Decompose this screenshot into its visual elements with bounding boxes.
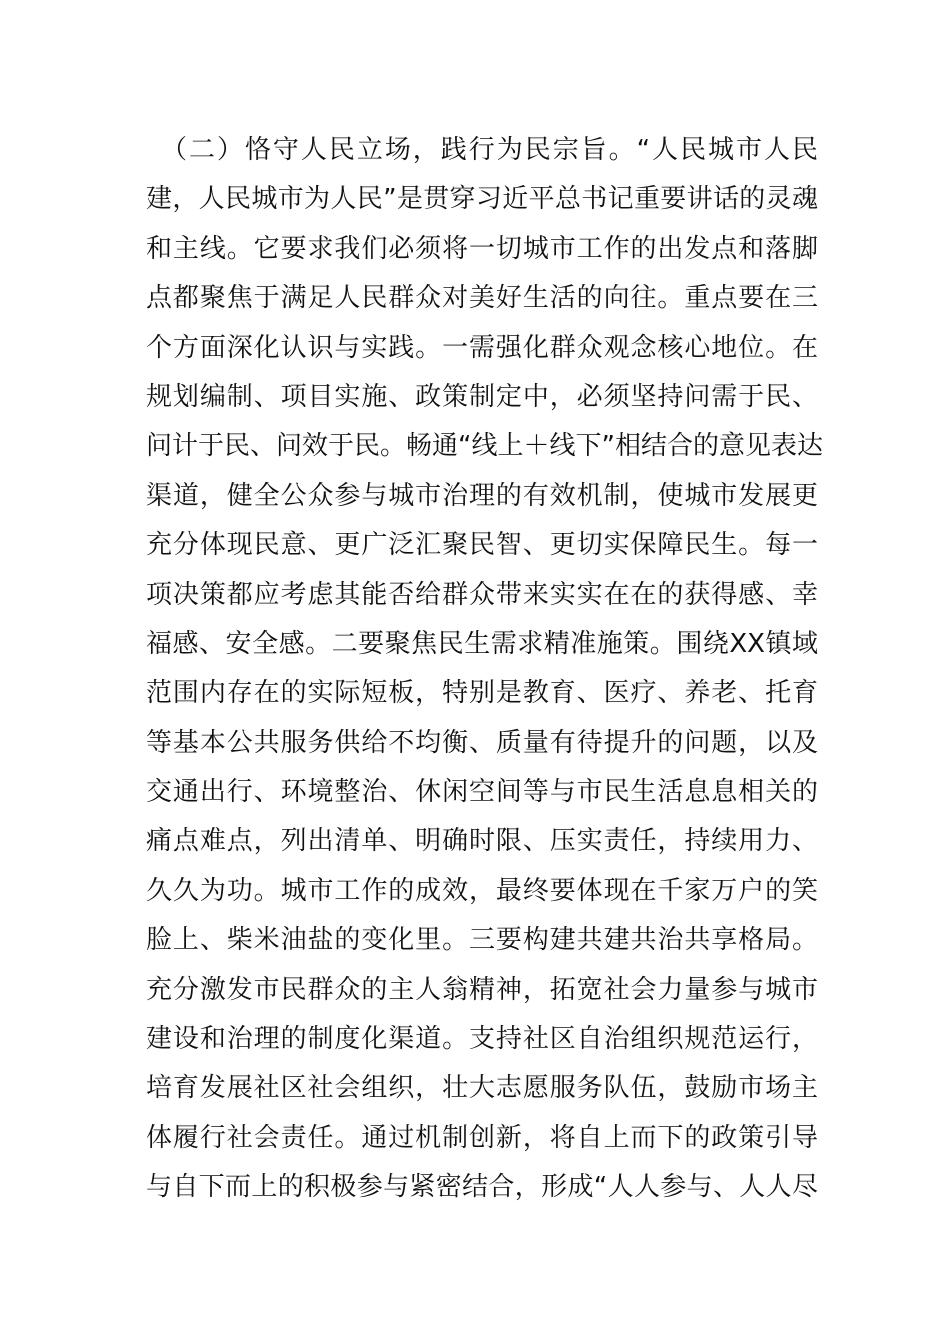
- text-line: （二）恪守人民立场，践行为民宗旨。“人民城市人民: [146, 135, 818, 165]
- body-paragraph: [146, 126, 823, 1213]
- text-line: 等基本公共服务供给不均衡、质量有待提升的问题，以及: [146, 727, 818, 758]
- text-line: 久久为功。城市工作的成效，最终要体现在千家万户的笑: [146, 875, 818, 906]
- text-line: 点都聚焦于满足人民群众对美好生活的向往。重点要在三: [146, 283, 818, 314]
- text-line: 项决策都应考虑其能否给群众带来实实在在的获得感、幸: [146, 579, 818, 610]
- text-line: 渠道，健全公众参与城市治理的有效机制，使城市发展更: [146, 480, 818, 511]
- text-line: 和主线。它要求我们必须将一切城市工作的出发点和落脚: [146, 233, 818, 264]
- text-line: 体履行社会责任。通过机制创新，将自上而下的政策引导: [146, 1122, 818, 1153]
- text-line: 充分激发市民群众的主人翁精神，拓宽社会力量参与城市: [146, 974, 818, 1005]
- text-line: 与自下而上的积极参与紧密结合，形成“人人参与、人人尽: [146, 1172, 818, 1203]
- text-line: 个方面深化认识与实践。一需强化群众观念核心地位。在: [146, 332, 818, 363]
- text-line: 痛点难点，列出清单、明确时限、压实责任，持续用力、: [146, 826, 818, 857]
- text-line: 交通出行、环境整治、休闲空间等与市民生活息息相关的: [146, 777, 818, 808]
- text-line: 培育发展社区社会组织，壮大志愿服务队伍，鼓励市场主: [146, 1073, 818, 1104]
- text-line: 脸上、柴米油盐的变化里。三要构建共建共治共享格局。: [146, 925, 818, 956]
- text-line: 规划编制、项目实施、政策制定中，必须坚持问需于民、: [146, 381, 818, 412]
- text-line: 充分体现民意、更广泛汇聚民智、更切实保障民生。每一: [146, 530, 818, 561]
- text-line: 建，人民城市为人民”是贯穿习近平总书记重要讲话的灵魂: [146, 184, 818, 215]
- text-line: 福感、安全感。二要聚焦民生需求精准施策。围绕XX镇域: [146, 628, 818, 659]
- text-line: 范围内存在的实际短板，特别是教育、医疗、养老、托育: [146, 678, 818, 709]
- text-line: 建设和治理的制度化渠道。支持社区自治组织规范运行，: [146, 1024, 818, 1055]
- text-line: 问计于民、问效于民。畅通“线上＋线下”相结合的意见表达: [146, 431, 823, 462]
